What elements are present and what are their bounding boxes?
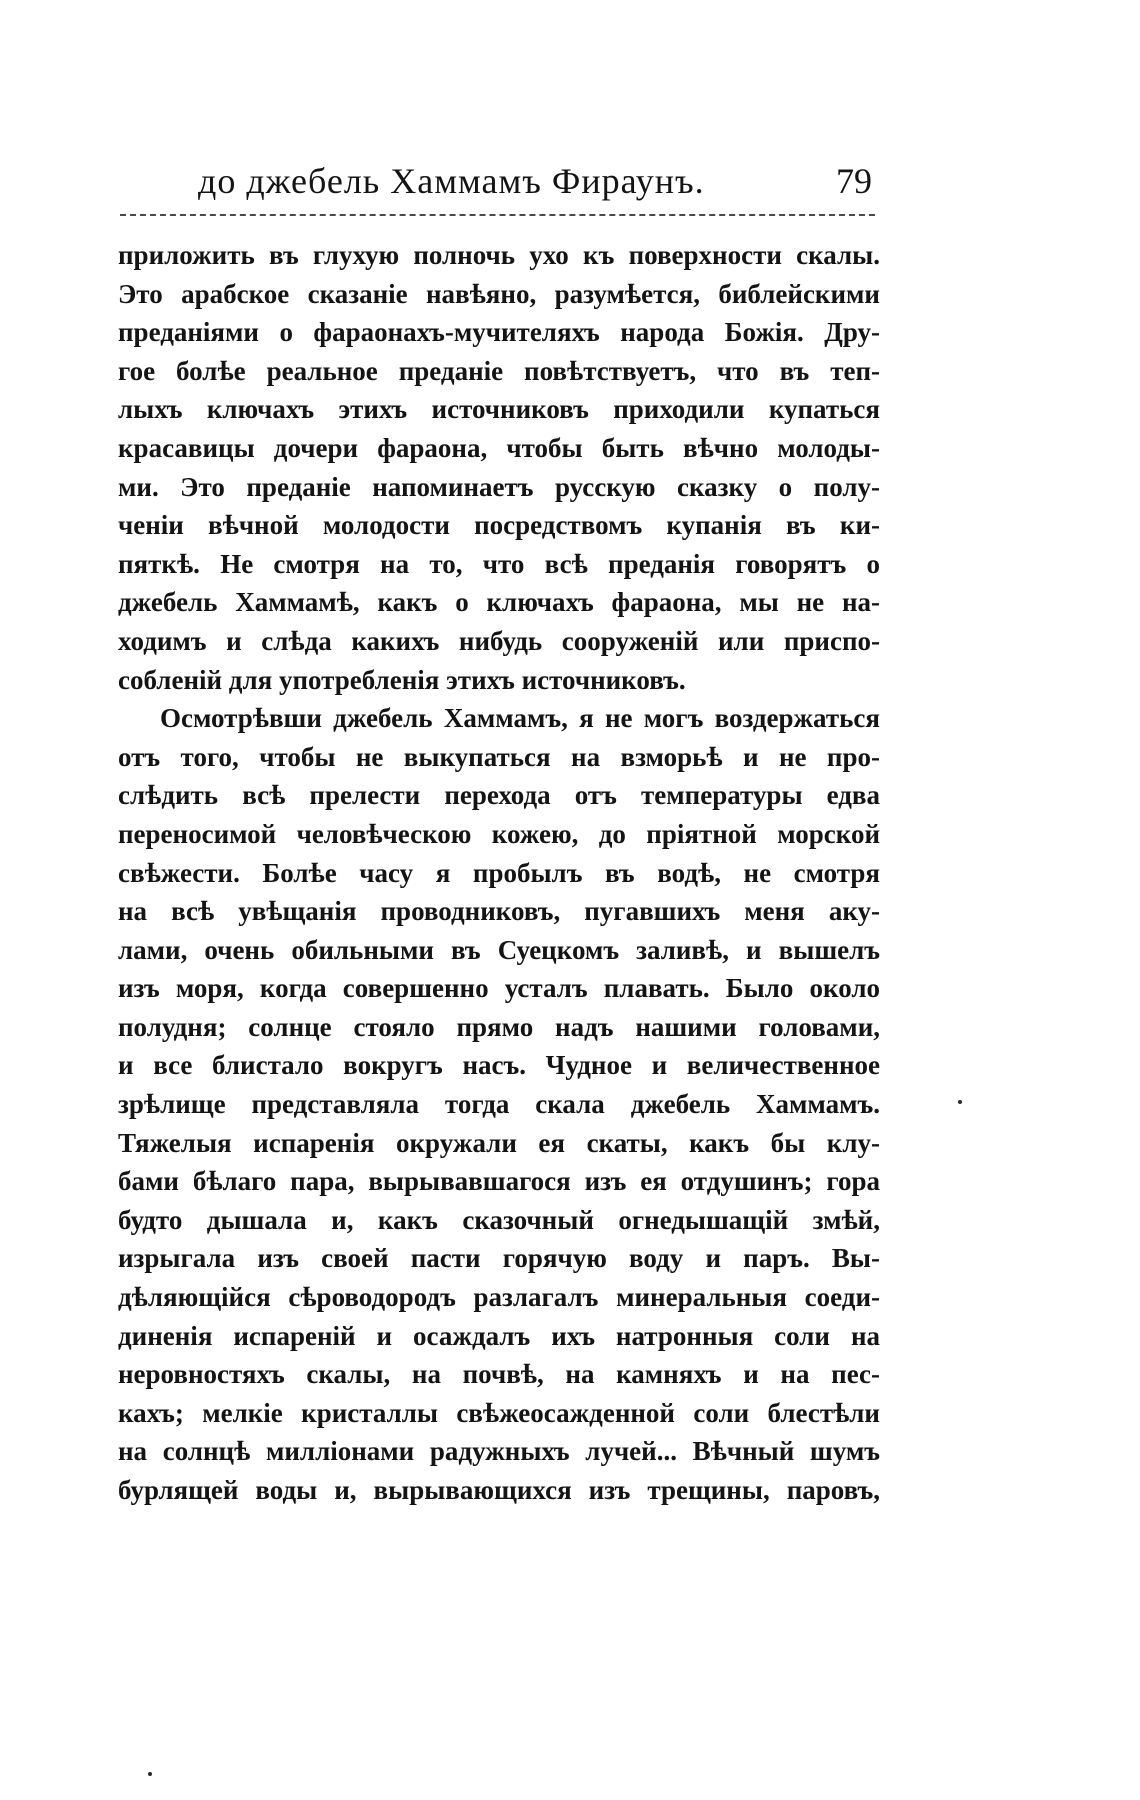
text-line: свѣжести. Болѣе часу я пробылъ въ водѣ, не смотря [118,857,880,888]
text-line: ми. Это преданіе напоминаетъ русскую сказку о полу- [118,471,880,502]
text-line: слѣдить всѣ прелести перехода отъ температуры едва [118,780,880,811]
text-line: на всѣ увѣщанія проводниковъ, пугавшихъ меня аку- [118,896,880,927]
text-line: зрѣлище представляла тогда скала джебель Хаммамъ. [118,1089,880,1120]
text-line: Это арабское сказаніе навѣяно, разумѣется, библейскими [118,278,880,309]
header-rule [120,214,875,216]
text-line: бами бѣлаго пара, вырывавшагося изъ ея отдушинъ; гора [118,1166,880,1197]
text-line: отъ того, чтобы не выкупаться на взморьѣ и не про- [118,741,880,772]
text-line: кахъ; мелкіе кристаллы свѣжеосажденной соли блестѣли [118,1397,880,1428]
running-title: до джебель Хаммамъ Фираунъ. [198,161,705,201]
body-text [118,236,880,1510]
text-line: бурлящей воды и, вырывающихся изъ трещины, паровъ, [118,1475,880,1505]
text-line: приложить въ глухую полночь ухо къ поверхности скалы. [118,240,880,270]
text-line: лами, очень обильными въ Суецкомъ заливѣ, и вышелъ [118,934,880,965]
text-line: диненія испареній и осаждалъ ихъ натронныя соли на [118,1320,880,1351]
text-line: неровностяхъ скалы, на почвѣ, на камняхъ и на пес- [118,1359,880,1390]
text-line: изъ моря, когда совершенно усталъ плавать. Было около [118,973,880,1004]
text-line: лыхъ ключахъ этихъ источниковъ приходили купаться [118,394,880,425]
page-number: 79 [836,161,872,201]
paragraph-start-line: Осмотрѣвши джебель Хаммамъ, я не могъ воздержаться [160,703,880,734]
text-line: полудня; солнце стояло прямо надъ нашими головами, [118,1011,880,1042]
paragraph-end-line: собленій для употребленія этихъ источниковъ. [118,664,686,695]
text-line: пяткѣ. Не смотря на то, что всѣ преданія говорятъ о [118,548,880,579]
text-line: будто дышала и, какъ сказочный огнедышащій змѣй, [118,1204,880,1235]
text-line: преданіями о фараонахъ-мучителяхъ народа Божія. Дру- [118,317,880,348]
text-line: изрыгала изъ своей пасти горячую воду и паръ. Вы- [118,1243,880,1274]
ink-speck [958,1100,962,1104]
ink-speck [148,1772,152,1776]
text-line: и все блистало вокругъ насъ. Чудное и величественное [118,1050,880,1081]
text-line: дѣляющійся сѣроводородъ разлагалъ минеральныя соеди- [118,1282,880,1313]
text-line: переносимой человѣческою кожею, до пріятной морской [118,818,880,849]
text-line: Тяжелыя испаренія окружали ея скаты, какъ бы клу- [118,1127,880,1158]
running-head [118,160,878,210]
text-line: ходимъ и слѣда какихъ нибудь сооруженій или приспо- [118,625,880,656]
text-line: красавицы дочери фараона, чтобы быть вѣчно молоды- [118,432,880,463]
text-line: джебель Хаммамѣ, какъ о ключахъ фараона, мы не на- [118,587,880,618]
text-line: на солнцѣ милліонами радужныхъ лучей... Вѣчный шумъ [118,1436,880,1467]
text-line: ченіи вѣчной молодости посредствомъ купанія въ ки- [118,510,880,541]
text-line: гое болѣе реальное преданіе повѣтствуетъ, что въ теп- [118,355,880,386]
